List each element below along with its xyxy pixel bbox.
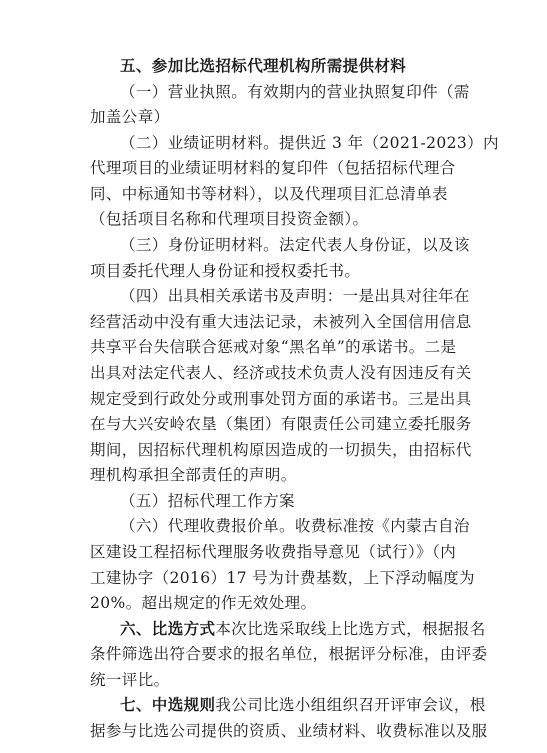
section-6-line-3: 统一评比。 (90, 671, 170, 689)
item-4-line-3: 共享平台失信联合惩戒对象“黑名单”的承诺书。二是 (90, 338, 457, 356)
item-3-line-2: 项目委托代理人身份证和授权委托书。 (90, 262, 361, 280)
section-7-line-1-text: 我公司比选小组组织召开评审会议，根 (215, 696, 486, 714)
item-1-line-2: 加盖公章） (90, 108, 170, 126)
item-4-line-5: 规定受到行政处分或刑事处罚方面的承诺书。三是出具 (90, 390, 472, 408)
section-7-line-2: 据参与比选公司提供的资质、业绩材料、收费标准以及服 (90, 722, 488, 740)
item-3-line-1: （三）身份证明材料。法定代表人身份证，以及该 (120, 236, 470, 254)
item-4-line-6: 在与大兴安岭农垦（集团）有限责任公司建立委托服务 (90, 415, 472, 433)
section-7-line-1 (120, 695, 486, 715)
item-1-line-1: （一）营业执照。有效期内的营业执照复印件（需 (120, 83, 470, 101)
item-6-line-2: 区建设工程招标代理服务收费指导意见（试行）》（内 (90, 543, 457, 561)
section-5-heading: 五、参加比选招标代理机构所需提供材料 (120, 56, 407, 75)
item-2-line-1: （二）业绩证明材料。提供近 3 年（2021-2023）内 (120, 134, 499, 152)
section-6-line-1-text: 本次比选采取线上比选方式，根据报名 (215, 620, 486, 638)
item-6-line-1: （六）代理收费报价单。收费标准按《内蒙古自治 (120, 517, 470, 535)
item-2-line-3: 同、中标通知书等材料），以及代理项目汇总清单表 (90, 185, 448, 203)
section-7-heading: 七、中选规则 (120, 695, 216, 714)
section-6-heading: 六、比选方式 (120, 619, 216, 638)
item-4-line-1: （四）出具相关承诺书及声明：一是出具对往年在 (120, 287, 470, 305)
item-2-line-4: （包括项目名称和代理项目投资金额）。 (90, 210, 369, 228)
item-4-line-2: 经营活动中没有重大违法记录，未被列入全国信用信息 (90, 313, 472, 331)
item-4-line-8: 理机构承担全部责任的声明。 (90, 466, 297, 484)
item-5-line-1: （五）招标代理工作方案 (120, 492, 295, 510)
section-6-line-2: 条件筛选出符合要求的报名单位，根据评分标准，由评委 (90, 645, 488, 663)
item-4-line-7: 期间，因招标代理机构原因造成的一切损失，由招标代 (90, 441, 472, 459)
item-6-line-3: 工建协字（2016）17 号为计费基数，上下浮动幅度为 (90, 569, 475, 587)
item-6-line-4: 20%。超出规定的作无效处理。 (90, 594, 317, 612)
item-4-line-4: 出具对法定代表人、经济或技术负责人没有因违反有关 (90, 364, 472, 382)
item-2-line-2: 代理项目的业绩证明材料的复印件（包括招标代理合 (90, 159, 456, 177)
section-6-line-1 (120, 619, 486, 639)
